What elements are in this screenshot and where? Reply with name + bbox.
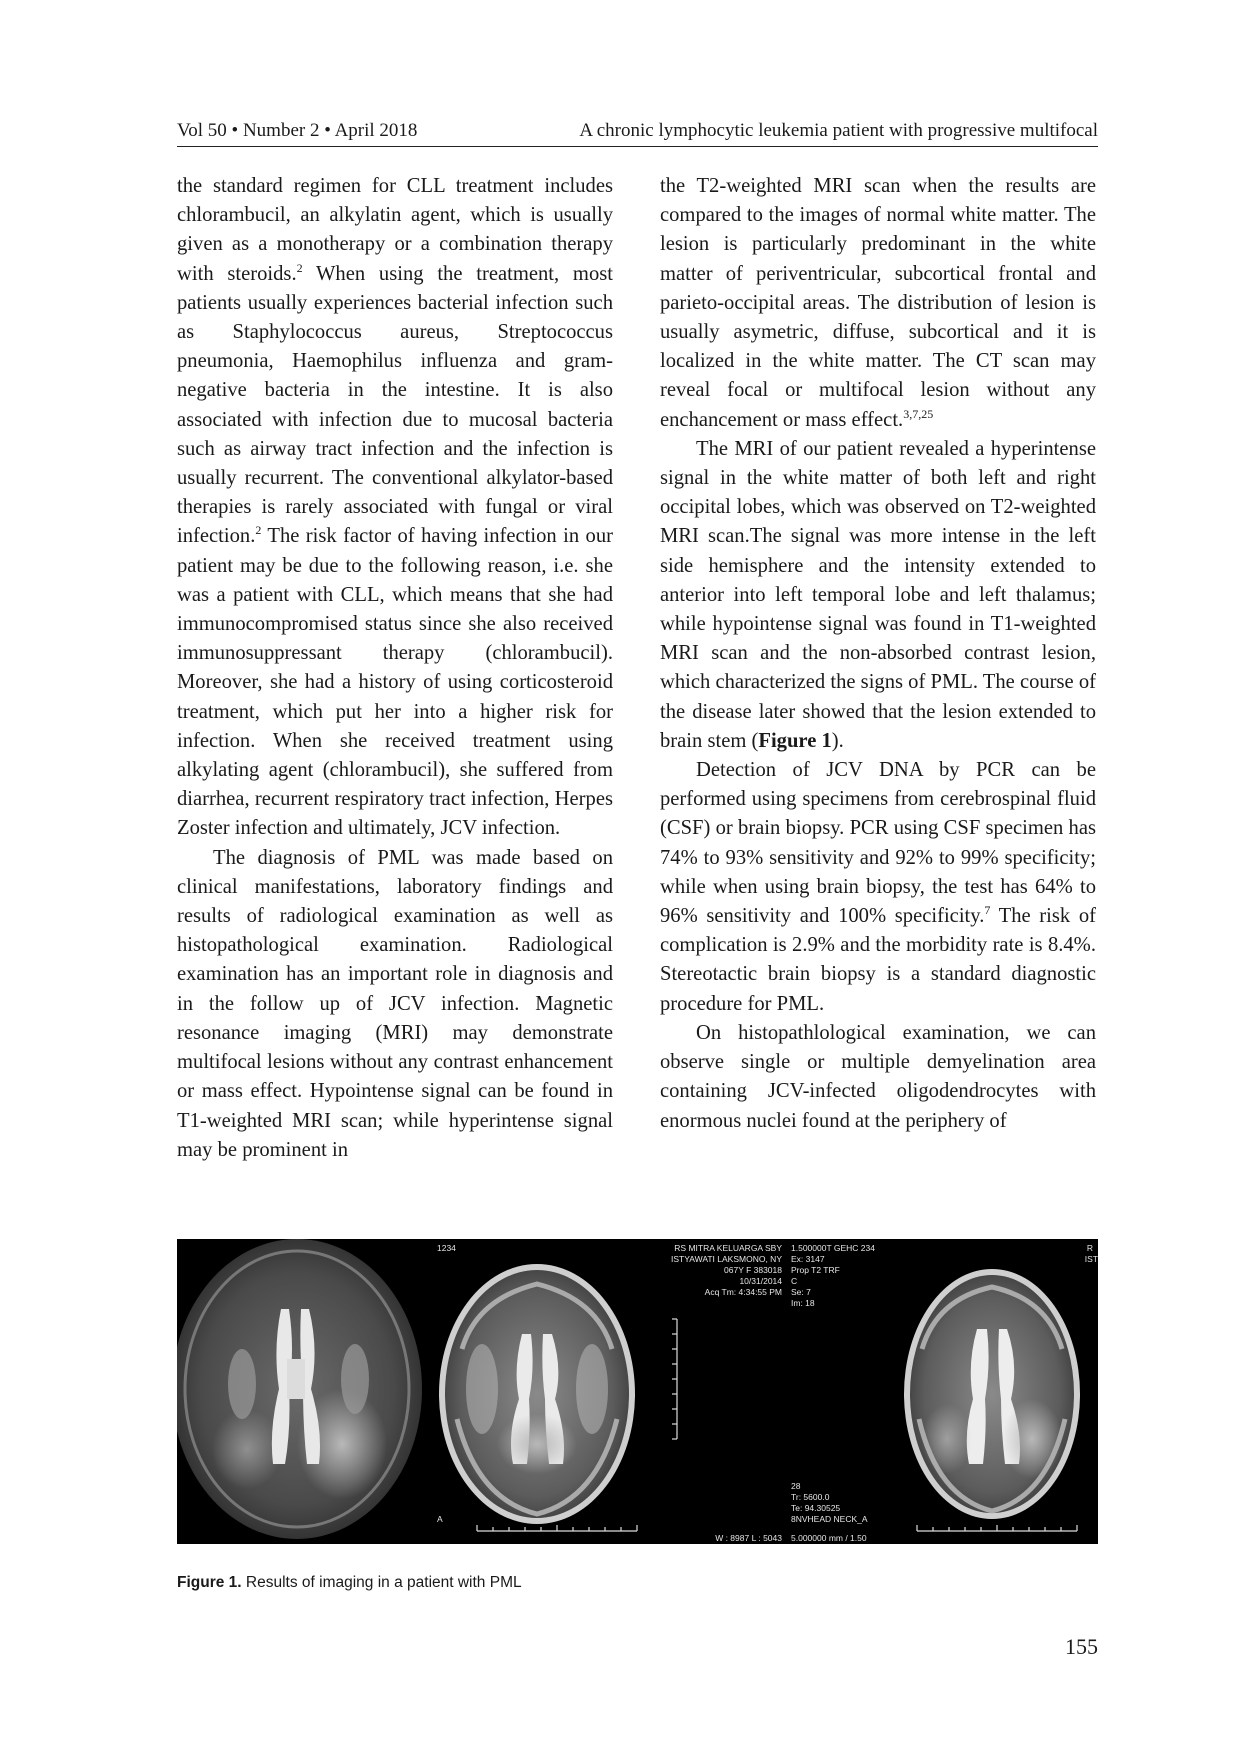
overlay-date: 10/31/2014 (739, 1276, 782, 1286)
left-column (177, 172, 613, 1165)
overlay-orientation: A (437, 1514, 443, 1524)
figure-reference[interactable]: Figure 1 (758, 729, 832, 752)
figure-mri-scans (177, 1239, 1098, 1544)
citation[interactable]: 7 (984, 903, 991, 918)
scale-bar-vertical (672, 1319, 677, 1439)
page-number: 155 (1065, 1634, 1098, 1659)
overlay-patient: ISTYAWATI LAKSMONO, NY (671, 1254, 782, 1264)
overlay-tr: Tr: 5600.0 (791, 1492, 830, 1502)
scale-bar-horizontal-1 (477, 1525, 637, 1531)
paragraph: the standard regimen for CLL treatment includes chlorambucil, an alkylatin agent, which is usually given as a monotherapy or a combination therapy with steroids.$^2$ When using the treatment, most patients usually experiences bacterial infection such as Staphylococcus aureus, Streptococcus pneumonia, Haemophilus influenza and gram-negative bacteria in the intestine. It is also associated with infection due to mucosal bacteria such as airway tract infection and the infection is usually recurrent. The conventional alkylator-based therapies is rarely associated with fungal or viral infection.$^2$ The risk factor of having infection in our patient may be due to the following reason, i.e. she was a patient with CLL, which means that she had immunocompromised status since she also received immunosuppressant therapy (chlorambucil). Moreover, she had a history of using corticosteroid treatment, which put her into a higher risk for infection. When she received treatment using alkylating agent (chlorambucil), she suffered from diarrhea, recurrent respiratory tract infection, Herpes Zoster infection and ultimately, JCV infection. (177, 175, 613, 840)
mri-scan-2 (439, 1264, 635, 1524)
overlay-c: C (791, 1276, 798, 1286)
overlay-id: 1234 (437, 1243, 456, 1253)
overlay-te: Te: 94.30525 (791, 1503, 841, 1513)
article-short-title: A chronic lymphocytic leukemia patient with progressive multifocal (579, 120, 1098, 141)
caption-label: Figure 1. (177, 1574, 242, 1591)
caption-text: Results of imaging in a patient with PML (241, 1574, 522, 1591)
citation[interactable]: 3,7,25 (903, 406, 934, 421)
mri-scan-1 (177, 1239, 422, 1539)
right-column (660, 172, 1096, 1136)
paragraph: The diagnosis of PML was made based on clinical manifestations, laboratory findings and results of radiological examination as well as histopathological examination. Radiological examination has an important role in diagnosis and in the follow up of JCV infection. Magnetic resonance imaging (MRI) may demonstrate multifocal lesions without any contrast enhancement or mass effect. Hypointense signal can be found in T1-weighted MRI scan; while hyperintense signal may be prominent in (177, 846, 613, 1161)
overlay-right-edge-1: R (1086, 1243, 1093, 1253)
overlay-coil: 8NVHEAD NECK_A (791, 1514, 868, 1524)
overlay-series: Se: 7 (791, 1287, 811, 1297)
paragraph: the T2-weighted MRI scan when the results are compared to the images of normal white matter. The lesion is particularly predominant in the white matter of periventricular, subcortical frontal and parieto-occipital areas. The distribution of lesion is usually asymetric, diffuse, subcortical and it is localized in the white matter. The CT scan may reveal focal or multifocal lesion without any enchancement or mass effect.$^{3,7,25}$ (660, 175, 1096, 431)
paragraph: The MRI of our patient revealed a hyperintense signal in the white matter of both left and right occipital lobes, which was observed on T2-weighted MRI scan.The signal was more intense in the left side hemisphere and the intensity extended to anterior into left temporal lobe and left thalamus; while hypointense signal was found in T1-weighted MRI scan and the non-absorbed contrast lesion, which characterized the signs of PML. The course of the disease later showed that the lesion extended to brain stem (Figure 1). (660, 437, 1096, 752)
overlay-acq-time: Acq Tm: 4:34:55 PM (704, 1287, 782, 1297)
citation[interactable]: 2 (255, 523, 262, 538)
figure-caption (177, 1574, 522, 1592)
overlay-slice: 28 (791, 1481, 801, 1491)
citation[interactable]: 2 (296, 260, 303, 275)
paragraph: On histopathlological examination, we can observe single or multiple demyelination area containing JCV-infected oligodendrocytes with enormous nuclei found at the periphery of (660, 1021, 1096, 1132)
running-header (177, 118, 1098, 147)
journal-issue: Vol 50 • Number 2 • April 2018 (177, 120, 418, 141)
overlay-image: Im: 18 (791, 1298, 815, 1308)
scale-bar-horizontal-2 (917, 1525, 1077, 1531)
overlay-protocol: Prop T2 TRF (791, 1265, 840, 1275)
paragraph: Detection of JCV DNA by PCR can be performed using specimens from cerebrospinal fluid (CSF) or brain biopsy. PCR using CSF specimen has 74% to 93% sensitivity and 92% to 99% specificity; while when using brain biopsy, the test has 64% to 96% sensitivity and 100% specificity.$^7$ The risk of complication is 2.9% and the morbidity rate is 8.4%. Stereotactic brain biopsy is a standard diagnostic procedure for PML. (660, 759, 1097, 1015)
overlay-age-sex: 067Y F 383018 (724, 1265, 782, 1275)
overlay-right-edge-2: IST (1084, 1254, 1098, 1264)
overlay-field-strength: 1.500000T GEHC 234 (791, 1243, 875, 1253)
overlay-exam: Ex: 3147 (791, 1254, 825, 1264)
mri-image-panel (177, 1239, 1098, 1544)
mri-scan-3 (904, 1269, 1080, 1519)
overlay-window-level: W : 8987 L : 5043 (715, 1533, 782, 1543)
overlay-hospital: RS MITRA KELUARGA SBY (674, 1243, 782, 1253)
overlay-thickness: 5.000000 mm / 1.50 (791, 1533, 867, 1543)
